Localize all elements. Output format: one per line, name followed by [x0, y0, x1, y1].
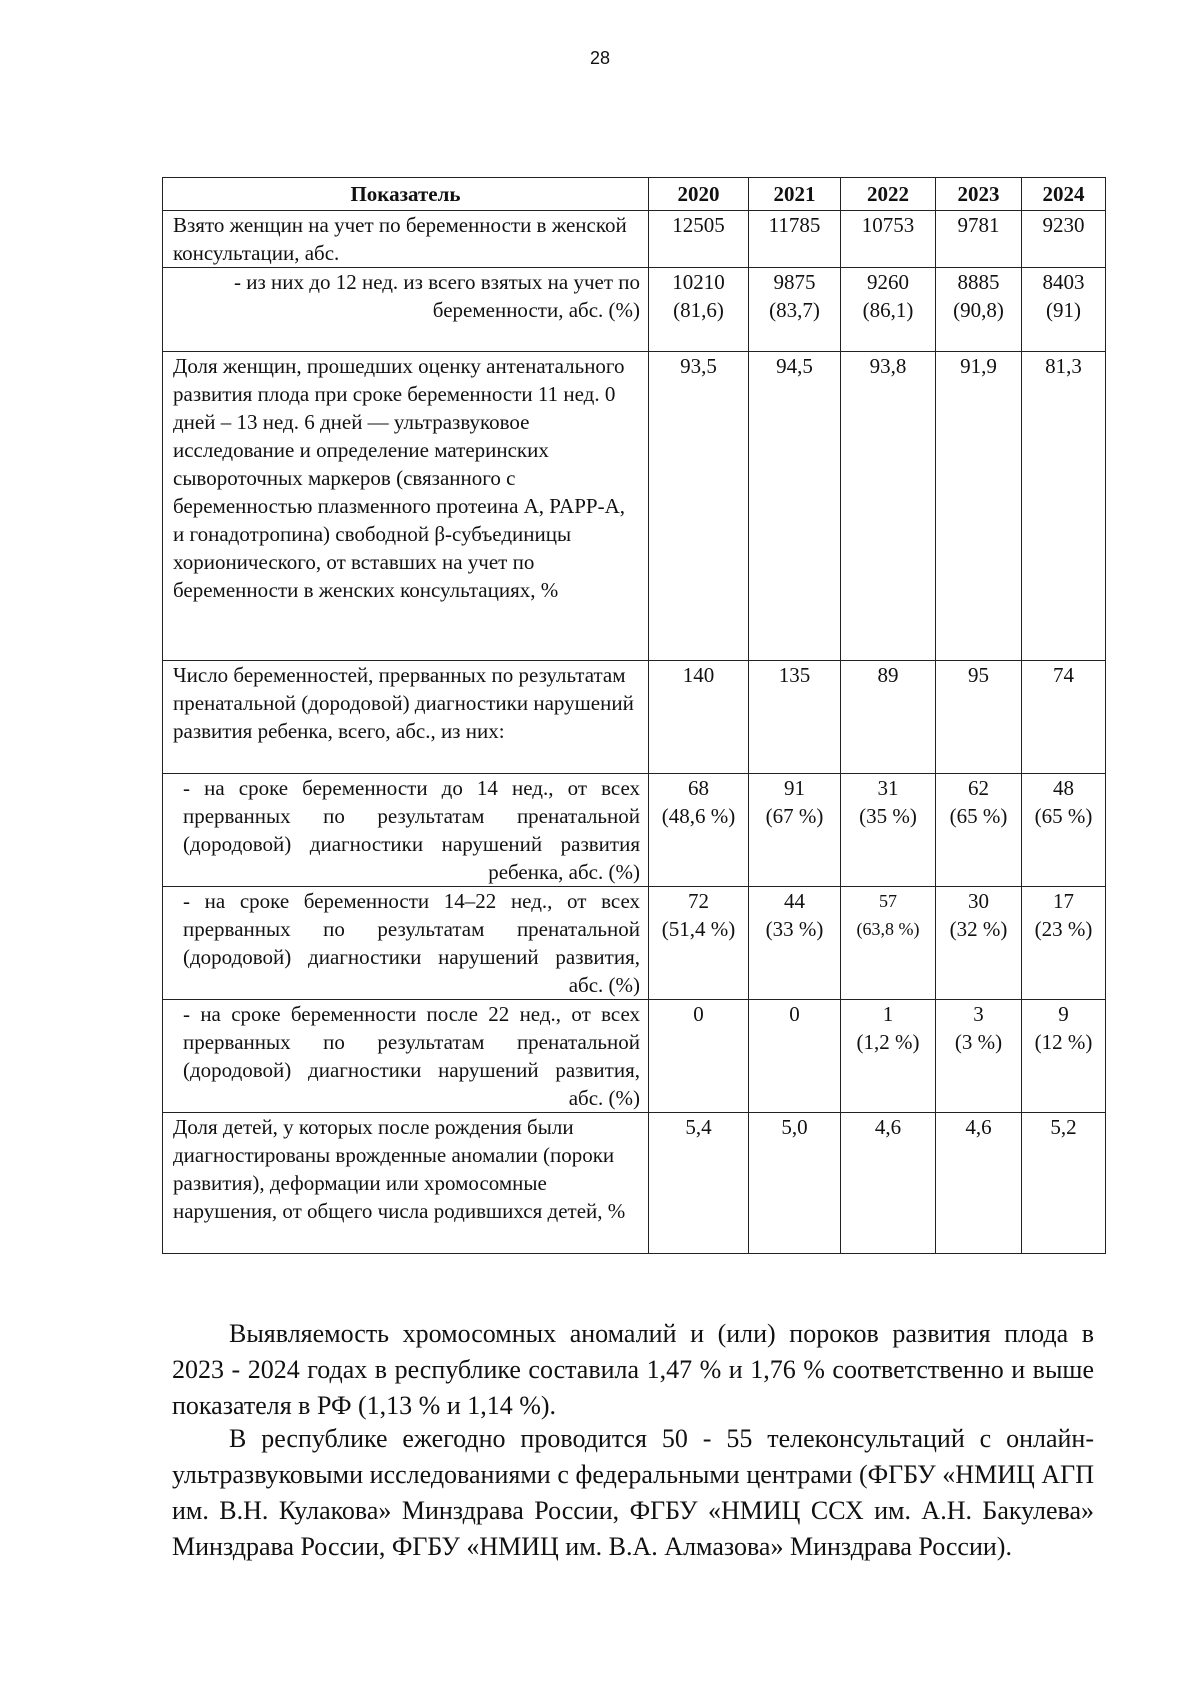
cell-value: 135 [749, 661, 841, 774]
row-label: - на сроке беременности до 14 нед., от всех прерванных по результатам пренатальной (дородовой) диагностики нарушений развития ребенка, абс. (%) [163, 774, 649, 887]
cell-value: 1 (1,2 %) [841, 1000, 936, 1113]
indicators-table [162, 177, 1106, 1254]
cell-value: 11785 [749, 211, 841, 268]
cell-value: 5,0 [749, 1113, 841, 1254]
row-label: Доля женщин, прошедших оценку антенатального развития плода при сроке беременности 11 нед. 0 дней – 13 нед. 6 дней — ультразвуковое исследование и определение материнских сывороточных маркеров (связанного с беременностью плазменного протеина А, PAPP-A, и гонадотропина) свободной β-субъединицы хорионического, от вставших на учет по беременности в женских консультациях, % [163, 352, 649, 661]
cell-value: 17 (23 %) [1022, 887, 1106, 1000]
page-number: 28 [589, 48, 611, 68]
cell-value: 62 (65 %) [936, 774, 1022, 887]
cell-value: 94,5 [749, 352, 841, 661]
cell-value: 30 (32 %) [936, 887, 1022, 1000]
cell-value: 31 (35 %) [841, 774, 936, 887]
cell-value: 8885 (90,8) [936, 268, 1022, 352]
cell-value: 72 (51,4 %) [649, 887, 749, 1000]
header-year-2021: 2021 [749, 178, 841, 211]
cell-value: 9875 (83,7) [749, 268, 841, 352]
cell-value: 91,9 [936, 352, 1022, 661]
cell-value: 12505 [649, 211, 749, 268]
cell-value: 93,8 [841, 352, 936, 661]
cell-value: 5,2 [1022, 1113, 1106, 1254]
cell-value: 0 [749, 1000, 841, 1113]
cell-value: 140 [649, 661, 749, 774]
table-row [163, 1113, 1106, 1254]
header-year-2022: 2022 [841, 178, 936, 211]
row-label: - из них до 12 нед. из всего взятых на учет по беременности, абс. (%) [163, 268, 649, 352]
cell-value: 4,6 [936, 1113, 1022, 1254]
body-paragraph-detection-rate: Выявляемость хромосомных аномалий и (или) пороков развития плода в 2023 - 2024 годах в республике составила 1,47 % и 1,76 % соответственно и выше показателя в РФ (1,13 % и 1,14 %). [172, 1319, 1094, 1420]
table-row [163, 268, 1106, 352]
cell-value: 48 (65 %) [1022, 774, 1106, 887]
header-indicator: Показатель [163, 178, 649, 211]
table-row [163, 1000, 1106, 1113]
table-row [163, 774, 1106, 887]
header-year-2020: 2020 [649, 178, 749, 211]
cell-value: 57 (63,8 %) [841, 887, 936, 1000]
cell-value: 5,4 [649, 1113, 749, 1254]
cell-value: 93,5 [649, 352, 749, 661]
row-label: Взято женщин на учет по беременности в женской консультации, абс. [163, 211, 649, 268]
table-header-row [163, 178, 1106, 211]
cell-value: 4,6 [841, 1113, 936, 1254]
header-year-2023: 2023 [936, 178, 1022, 211]
cell-value: 10753 [841, 211, 936, 268]
cell-value: 44 (33 %) [749, 887, 841, 1000]
cell-value: 95 [936, 661, 1022, 774]
cell-value: 68 (48,6 %) [649, 774, 749, 887]
cell-value: 74 [1022, 661, 1106, 774]
table-row [163, 887, 1106, 1000]
row-label: - на сроке беременности 14–22 нед., от всех прерванных по результатам пренатальной (дородовой) диагностики нарушений развития, абс. (%) [163, 887, 649, 1000]
cell-value: 9260 (86,1) [841, 268, 936, 352]
header-year-2024: 2024 [1022, 178, 1106, 211]
cell-value: 10210 (81,6) [649, 268, 749, 352]
row-label: Доля детей, у которых после рождения были диагностированы врожденные аномалии (пороки развития), деформации или хромосомные нарушения, от общего числа родившихся детей, % [163, 1113, 649, 1254]
cell-value: 89 [841, 661, 936, 774]
cell-value: 8403 (91) [1022, 268, 1106, 352]
table-row [163, 211, 1106, 268]
table-row [163, 661, 1106, 774]
cell-value: 91 (67 %) [749, 774, 841, 887]
row-label: - на сроке беременности после 22 нед., от всех прерванных по результатам пренатальной (дородовой) диагностики нарушений развития, абс. (%) [163, 1000, 649, 1113]
cell-value: 3 (3 %) [936, 1000, 1022, 1113]
cell-value: 9781 [936, 211, 1022, 268]
table-row [163, 352, 1106, 661]
cell-value: 0 [649, 1000, 749, 1113]
cell-value: 9230 [1022, 211, 1106, 268]
row-label: Число беременностей, прерванных по результатам пренатальной (дородовой) диагностики нарушений развития ребенка, всего, абс., из них: [163, 661, 649, 774]
body-paragraph-teleconsultations: В республике ежегодно проводится 50 - 55 телеконсультаций с онлайн- ультразвуковыми исследованиями с федеральными центрами (ФГБУ «НМИЦ АГП им. В.Н. Кулакова» Минздрава России, ФГБУ «НМИЦ ССХ им. А.Н. Бакулева» Минздрава России, ФГБУ «НМИЦ им. В.А. Алмазова» Минздрава России). [172, 1424, 1094, 1561]
cell-value: 9 (12 %) [1022, 1000, 1106, 1113]
cell-value: 81,3 [1022, 352, 1106, 661]
